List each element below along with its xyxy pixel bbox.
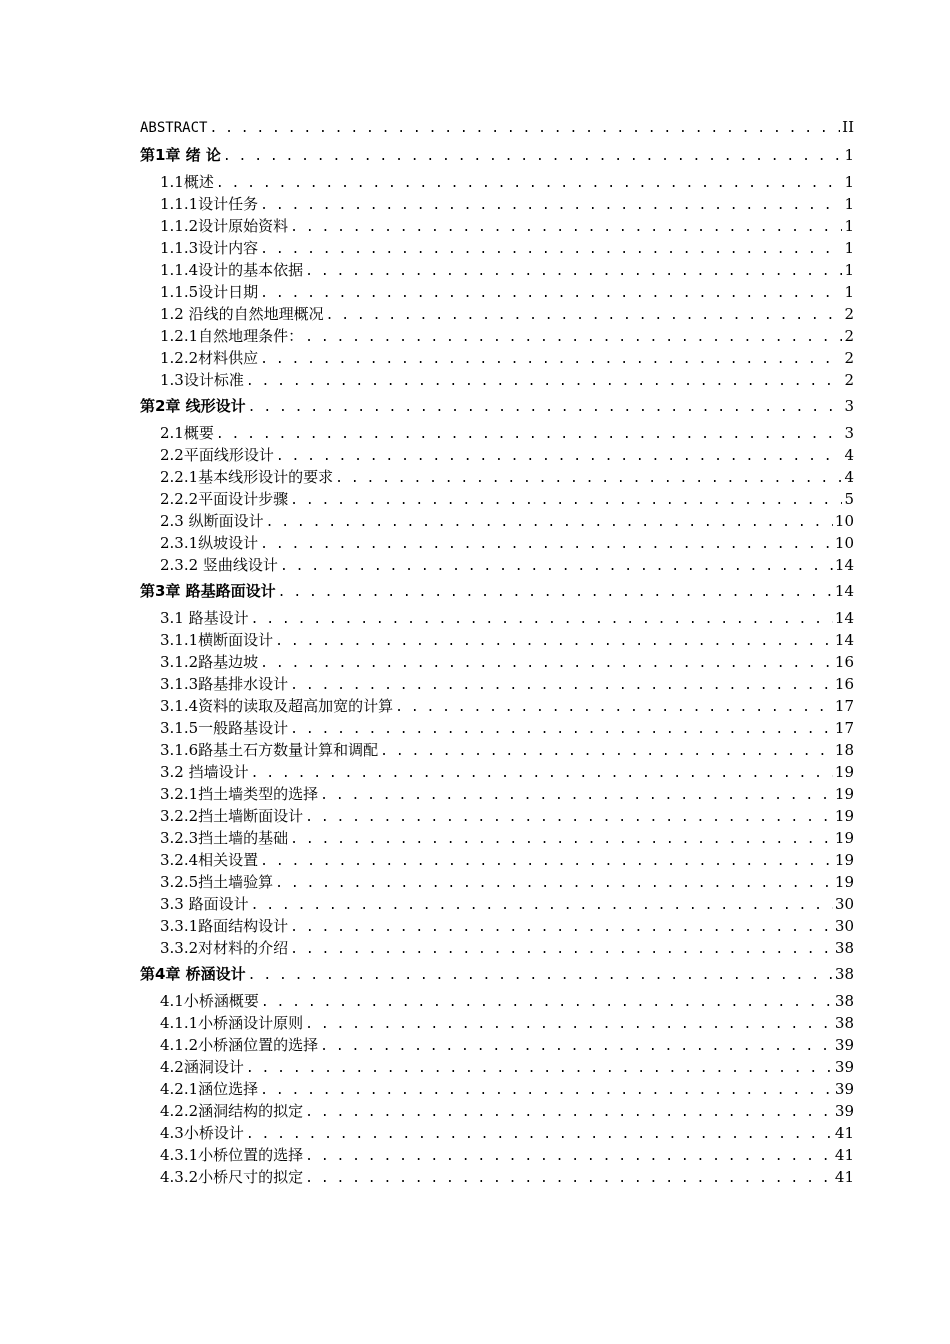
toc-entry-title: 3.1.2路基边坡 [160, 653, 259, 671]
toc-entry-title: 3.2 挡墙设计 [160, 763, 249, 781]
toc-chapter-entry[interactable] [140, 959, 854, 990]
toc-entry[interactable] [140, 259, 854, 281]
toc-entry-title: 1.2 沿线的自然地理概况 [160, 305, 324, 323]
toc-entry-title: 1.1.4设计的基本依据 [160, 261, 304, 279]
toc-entry[interactable] [140, 510, 854, 532]
toc-dot-leader [326, 305, 843, 327]
toc-entry[interactable] [140, 466, 854, 488]
toc-entry[interactable] [140, 554, 854, 576]
toc-entry-title: 第2章 线形设计 [140, 397, 246, 415]
toc-entry[interactable] [140, 193, 854, 215]
toc-entry-title: 4.1.2小桥涵位置的选择 [160, 1036, 319, 1054]
toc-dot-leader [248, 960, 833, 991]
toc-entry[interactable] [140, 237, 854, 259]
toc-page-number: 5 [844, 490, 854, 508]
toc-entry-title: 4.3.1小桥位置的选择 [160, 1146, 304, 1164]
toc-entry-title: 4.2.1涵位选择 [160, 1080, 259, 1098]
toc-page-number: 19 [834, 763, 854, 781]
toc-page-number: 1 [844, 283, 854, 301]
toc-dot-leader [261, 992, 833, 1014]
toc-dot-leader [246, 371, 843, 393]
toc-page-number: 14 [834, 556, 854, 574]
toc-entry-title: 第3章 路基路面设计 [140, 582, 276, 600]
toc-entry-title: 3.2.2挡土墙断面设计 [160, 807, 304, 825]
toc-entry[interactable] [140, 1056, 854, 1078]
toc-entry[interactable] [140, 303, 854, 325]
toc-entry[interactable] [140, 444, 854, 466]
toc-entry-title: 3.3.2对材料的介绍 [160, 939, 289, 957]
toc-dot-leader [305, 1146, 833, 1168]
toc-page-number: 16 [834, 675, 854, 693]
toc-page-number: 1 [844, 217, 854, 235]
toc-entry-title: 1.1.5设计日期 [160, 283, 259, 301]
toc-page-number: 2 [844, 327, 854, 345]
toc-entry-title: 2.2.1基本线形设计的要求 [160, 468, 334, 486]
toc-page-number: II [842, 118, 854, 136]
toc-page-number: 39 [834, 1036, 854, 1054]
toc-page-number: 19 [834, 851, 854, 869]
toc-entry[interactable] [140, 629, 854, 651]
toc-dot-leader [290, 829, 833, 851]
toc-page-number: 39 [834, 1102, 854, 1120]
toc-entry[interactable] [140, 871, 854, 893]
toc-dot-leader [266, 512, 833, 534]
toc-entry[interactable] [140, 1012, 854, 1034]
toc-page-number: 19 [834, 873, 854, 891]
toc-entry[interactable] [140, 717, 854, 739]
toc-entry[interactable] [140, 1078, 854, 1100]
toc-dot-leader [305, 807, 833, 829]
toc-entry-title: 1.2.2材料供应 [160, 349, 259, 367]
toc-entry-title: 1.1概述 [160, 173, 214, 191]
toc-entry-title: 4.2.2涵洞结构的拟定 [160, 1102, 304, 1120]
toc-entry-title: 3.3 路面设计 [160, 895, 249, 913]
toc-page-number: 39 [834, 1058, 854, 1076]
toc-entry[interactable] [140, 695, 854, 717]
toc-entry[interactable] [140, 532, 854, 554]
toc-entry[interactable] [140, 1122, 854, 1144]
toc-dot-leader [260, 239, 842, 261]
toc-dot-leader [276, 446, 843, 468]
toc-entry-title: 4.3.2小桥尺寸的拟定 [160, 1168, 304, 1186]
toc-dot-leader [290, 217, 842, 239]
toc-dot-leader [251, 609, 833, 631]
toc-page-number: 1 [844, 195, 854, 213]
toc-page-number: 1 [844, 146, 854, 164]
toc-chapter-entry[interactable] [140, 576, 854, 607]
toc-dot-leader [280, 556, 833, 578]
toc-entry[interactable] [140, 915, 854, 937]
toc-dot-leader [248, 392, 843, 423]
toc-entry-title: 1.1.2设计原始资料 [160, 217, 289, 235]
toc-dot-leader [260, 349, 842, 371]
toc-entry[interactable] [140, 805, 854, 827]
toc-dot-leader [275, 631, 833, 653]
toc-entry-title: 3.2.4相关设置 [160, 851, 259, 869]
toc-chapter-entry[interactable] [140, 391, 854, 422]
toc-entry-title: 4.2涵洞设计 [160, 1058, 244, 1076]
toc-entry[interactable] [140, 1166, 854, 1188]
toc-entry[interactable] [140, 422, 854, 444]
toc-entry[interactable] [140, 369, 854, 391]
toc-page-number: 2 [844, 349, 854, 367]
toc-entry-title: 1.1.3设计内容 [160, 239, 259, 257]
toc-entry-title: 4.1.1小桥涵设计原则 [160, 1014, 304, 1032]
toc-dot-leader [251, 763, 833, 785]
toc-dot-leader [290, 490, 842, 512]
toc-page-number: 17 [834, 719, 854, 737]
toc-page-number: 30 [834, 895, 854, 913]
toc-page-number: 16 [834, 653, 854, 671]
toc-entry-title: 3.1.5一般路基设计 [160, 719, 289, 737]
toc-page-number: 2 [844, 305, 854, 323]
toc-entry-title: ABSTRACT [140, 120, 208, 136]
table-of-contents [140, 114, 854, 1188]
toc-entry[interactable] [140, 893, 854, 915]
toc-page-number: 10 [834, 534, 854, 552]
toc-page-number: 1 [844, 173, 854, 191]
toc-entry[interactable] [140, 1034, 854, 1056]
toc-entry[interactable] [140, 171, 854, 193]
toc-entry[interactable] [140, 1100, 854, 1122]
toc-entry-title: 3.1.1横断面设计 [160, 631, 274, 649]
toc-entry-title: 2.3 纵断面设计 [160, 512, 264, 530]
toc-dot-leader [260, 283, 842, 305]
toc-dot-leader [278, 577, 833, 608]
toc-page-number: 39 [834, 1080, 854, 1098]
toc-page-number: 10 [834, 512, 854, 530]
toc-dot-leader [209, 116, 840, 142]
toc-dot-leader [320, 1036, 833, 1058]
toc-page-number: 30 [834, 917, 854, 935]
toc-entry-title: 4.1小桥涵概要 [160, 992, 259, 1010]
toc-entry-title: 4.3小桥设计 [160, 1124, 244, 1142]
toc-dot-leader [246, 1124, 833, 1146]
toc-dot-leader [380, 741, 833, 763]
toc-dot-leader [290, 939, 833, 961]
toc-dot-leader [260, 195, 842, 217]
toc-page-number: 19 [834, 785, 854, 803]
toc-dot-leader [320, 785, 833, 807]
toc-dot-leader [305, 261, 842, 283]
toc-dot-leader [251, 895, 833, 917]
toc-entry-title: 3.1.4资料的读取及超高加宽的计算 [160, 697, 394, 715]
toc-entry[interactable] [140, 325, 854, 347]
toc-entry-title: 3.2.3挡土墙的基础 [160, 829, 289, 847]
toc-page-number: 1 [844, 239, 854, 257]
toc-entry-title: 3.1 路基设计 [160, 609, 249, 627]
toc-entry-title: 3.1.3路基排水设计 [160, 675, 289, 693]
toc-page-number: 38 [834, 1014, 854, 1032]
toc-chapter-entry[interactable] [140, 140, 854, 171]
toc-page-number: 41 [834, 1146, 854, 1164]
toc-entry-title: 第4章 桥涵设计 [140, 965, 246, 983]
toc-dot-leader [290, 917, 833, 939]
toc-page-number: 3 [844, 397, 854, 415]
toc-page-number: 17 [834, 697, 854, 715]
toc-dot-leader [223, 141, 843, 172]
toc-page-number: 18 [834, 741, 854, 759]
toc-dot-leader [395, 697, 833, 719]
toc-entry-title: 1.2.1自然地理条件： [160, 327, 304, 345]
toc-dot-leader [260, 653, 833, 675]
toc-entry[interactable] [140, 1144, 854, 1166]
toc-dot-leader [275, 873, 833, 895]
toc-entry[interactable] [140, 761, 854, 783]
toc-dot-leader [305, 1168, 833, 1190]
toc-entry-title: 2.3.1纵坡设计 [160, 534, 259, 552]
toc-entry[interactable] [140, 281, 854, 303]
toc-entry-title: 第1章 绪 论 [140, 146, 221, 164]
toc-dot-leader [260, 1080, 833, 1102]
toc-dot-leader [305, 1014, 833, 1036]
toc-entry-title: 2.2.2平面设计步骤 [160, 490, 289, 508]
toc-dot-leader [216, 424, 843, 446]
toc-dot-leader [305, 327, 842, 349]
toc-entry[interactable] [140, 651, 854, 673]
toc-entry-title: 3.1.6路基土石方数量计算和调配 [160, 741, 379, 759]
toc-dot-leader [260, 851, 833, 873]
toc-dot-leader [290, 719, 833, 741]
toc-entry[interactable] [140, 783, 854, 805]
toc-dot-leader [216, 173, 843, 195]
toc-dot-leader [335, 468, 842, 490]
toc-entry[interactable] [140, 937, 854, 959]
toc-entry[interactable] [140, 347, 854, 369]
toc-page-number: 38 [834, 939, 854, 957]
toc-dot-leader [305, 1102, 833, 1124]
toc-entry[interactable] [140, 827, 854, 849]
toc-page-number: 4 [844, 446, 854, 464]
toc-entry[interactable] [140, 739, 854, 761]
toc-entry-title: 2.2平面线形设计 [160, 446, 274, 464]
toc-entry[interactable] [140, 215, 854, 237]
toc-page-number: 1 [844, 261, 854, 279]
toc-page-number: 14 [834, 582, 854, 600]
toc-page-number: 41 [834, 1168, 854, 1186]
toc-entry-title: 3.2.5挡土墙验算 [160, 873, 274, 891]
toc-entry[interactable] [140, 990, 854, 1012]
toc-page-number: 3 [844, 424, 854, 442]
toc-page-number: 41 [834, 1124, 854, 1142]
toc-entry-title: 3.2.1挡土墙类型的选择 [160, 785, 319, 803]
toc-page-number: 14 [834, 609, 854, 627]
toc-entry-title: 1.1.1设计任务 [160, 195, 259, 213]
toc-entry[interactable] [140, 607, 854, 629]
toc-page-number: 2 [844, 371, 854, 389]
toc-page-number: 4 [844, 468, 854, 486]
toc-entry-title: 3.3.1路面结构设计 [160, 917, 289, 935]
toc-page-number: 19 [834, 829, 854, 847]
toc-page-number: 19 [834, 807, 854, 825]
toc-entry[interactable] [140, 673, 854, 695]
toc-entry-title: 2.3.2 竖曲线设计 [160, 556, 278, 574]
toc-page-number: 38 [834, 992, 854, 1010]
toc-page-number: 14 [834, 631, 854, 649]
toc-dot-leader [246, 1058, 833, 1080]
toc-entry-title: 2.1概要 [160, 424, 214, 442]
toc-page-number: 38 [834, 965, 854, 983]
toc-entry[interactable] [140, 849, 854, 871]
toc-dot-leader [290, 675, 833, 697]
toc-dot-leader [260, 534, 833, 556]
toc-entry-title: 1.3设计标准 [160, 371, 244, 389]
toc-entry[interactable] [140, 114, 854, 140]
toc-entry[interactable] [140, 488, 854, 510]
